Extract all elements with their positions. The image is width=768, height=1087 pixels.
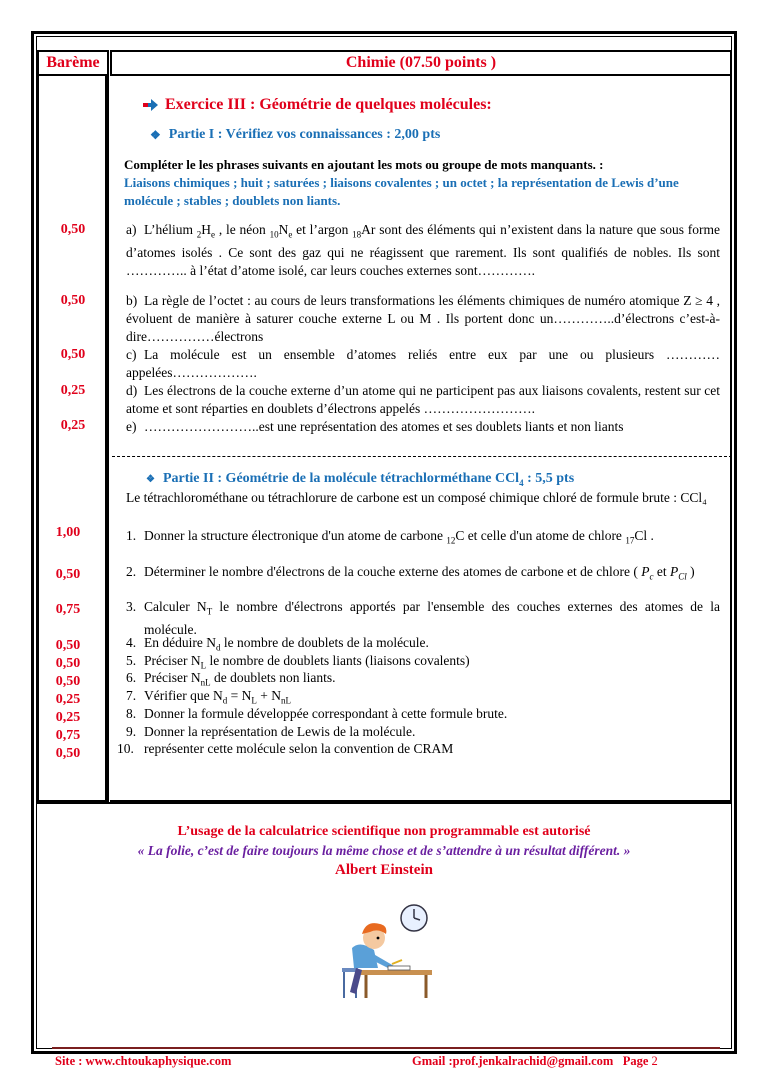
- part2-question-6: 6. Préciser $N_{nL}$ de doublets non liants.: [126, 670, 336, 688]
- score-qc: 0,50: [60, 347, 86, 362]
- part2-question-3: 3. Calculer $N_T$ le nombre d'électrons apportés par l'ensemble des couches externes des atomes de la molécule.: [126, 599, 720, 638]
- part1-instruction: Compléter le les phrases suivants en ajoutant les mots ou groupe de mots manquants. :: [124, 157, 604, 172]
- bottom-rule: [52, 1047, 720, 1049]
- question-b: b) La règle de l’octet : au cours de leurs transformations les éléments chimiques de numéro atomique Z ≥ 4 , évoluent de manière à saturer couche externe L ou M . Ils portent donc un…………..d’électrons c’est-à-dire……………électrons: [126, 293, 720, 344]
- score-q10: 0,50: [55, 746, 81, 761]
- question-c: c) La molécule est un ensemble d’atomes reliés entre eux par une ou plusieurs …………appelées……………….: [126, 347, 720, 380]
- bareme-header: Barème: [37, 50, 109, 76]
- quote-author: Albert Einstein: [335, 862, 433, 878]
- score-qa: 0,50: [60, 222, 86, 237]
- score-q6: 0,50: [55, 674, 81, 689]
- question-e: e) ……………………..est une représentation des atomes et ses doublets liants et non liants: [126, 419, 624, 434]
- score-q9: 0,75: [55, 728, 81, 743]
- part2-question-8: 8. Donner la formule développée correspondant à cette formule brute.: [126, 706, 508, 721]
- student-cartoon-icon: [330, 900, 440, 1000]
- exercise-title-text: Exercice III : Géométrie de quelques molécules:: [165, 96, 492, 113]
- diamond-bullet-icon: ❖: [150, 127, 161, 142]
- part1-title-text: Partie I : Vérifiez vos connaissances : 2,00 pts: [168, 127, 441, 142]
- page-number: 2: [651, 1054, 658, 1068]
- diamond-bullet-icon: ❖: [146, 473, 155, 485]
- score-q7: 0,25: [55, 692, 81, 707]
- page-footer-right: [412, 1054, 658, 1069]
- part2-question-10: 10. représenter cette molécule selon la convention de CRAM: [117, 741, 454, 756]
- part2-title: [146, 471, 574, 488]
- score-q4: 0,50: [55, 638, 81, 653]
- part2-question-4: 4. En déduire $N_d$ le nombre de doublets de la molécule.: [126, 635, 429, 653]
- score-q2: 0,50: [55, 567, 81, 582]
- part2-question-7: 7. Vérifier que $N_d = N_L + N_{nL}$: [126, 688, 291, 706]
- part1-title: [150, 127, 440, 143]
- exercise-arrow-icon: [143, 98, 159, 112]
- site-link[interactable]: Site : www.chtoukaphysique.com: [55, 1054, 232, 1068]
- part2-question-1: 1. Donner la structure électronique d'un atome de carbone $_{12}$C et celle d'un atome de chlore $_{17}$Cl .: [126, 528, 654, 546]
- einstein-quote: « La folie, c’est de faire toujours la même chose et de s’attendre à un résultat différent. »: [137, 843, 631, 858]
- part2-question-2: 2. Déterminer le nombre d'électrons de la couche externe des atomes de carbone et de chlore ( $P_c$ et $P_{Cl}$ ): [126, 564, 695, 582]
- part1-word-bank: Liaisons chimiques ; huit ; saturées ; liaisons covalentes ; un octet ; la représentation de Lewis d’une molécule ; stables ; doublets non liants.: [124, 175, 679, 208]
- score-qe: 0,25: [60, 418, 86, 433]
- part2-intro: Le tétrachlorométhane ou tétrachlorure de carbone est un composé chimique chloré de formule brute : CCl₄: [126, 490, 707, 505]
- gmail-link[interactable]: Gmail :prof.jenkalrachid@gmail.com: [412, 1054, 614, 1068]
- section-title: Chimie (07.50 points ): [110, 50, 732, 76]
- score-q8: 0,25: [55, 710, 81, 725]
- part2-question-9: 9. Donner la représentation de Lewis de la molécule.: [126, 724, 416, 739]
- score-q3: 0,75: [55, 602, 81, 617]
- part2-question-5: 5. Préciser $N_L$ le nombre de doublets liants (liaisons covalents): [126, 653, 470, 671]
- score-q5: 0,50: [55, 656, 81, 671]
- score-qb: 0,50: [60, 293, 86, 308]
- question-d: d) Les électrons de la couche externe d’un atome qui ne participent pas aux liaisons covalents, restent sur cet atome et sont réparties en doublets d’électrons appelés …………………….: [126, 383, 720, 416]
- score-qd: 0,25: [60, 383, 86, 398]
- part2-title-text: Partie II : Géométrie de la molécule tétrachlorméthane CCl$_4$ : 5,5 pts: [162, 471, 575, 488]
- exercise-title: [143, 96, 492, 114]
- page-label: Page: [622, 1054, 649, 1068]
- part-separator: [112, 456, 732, 457]
- calculator-note: L’usage de la calculatrice scientifique non programmable est autorisé: [177, 824, 591, 839]
- question-a: a) L’hélium $_2H_e$ , le néon $_{10}N_e$ et l’argon $_{18}$Ar sont des éléments qui n’existent dans la nature que sous forme d’atomes isolés . Ce sont des gaz qui ne réagissent que rarement. Ils sont qualifiés de nobles. Ils sont ………….. à l’état d’atome isolé, car leurs couches externes sont………….: [126, 222, 721, 278]
- score-q1: 1,00: [55, 525, 81, 540]
